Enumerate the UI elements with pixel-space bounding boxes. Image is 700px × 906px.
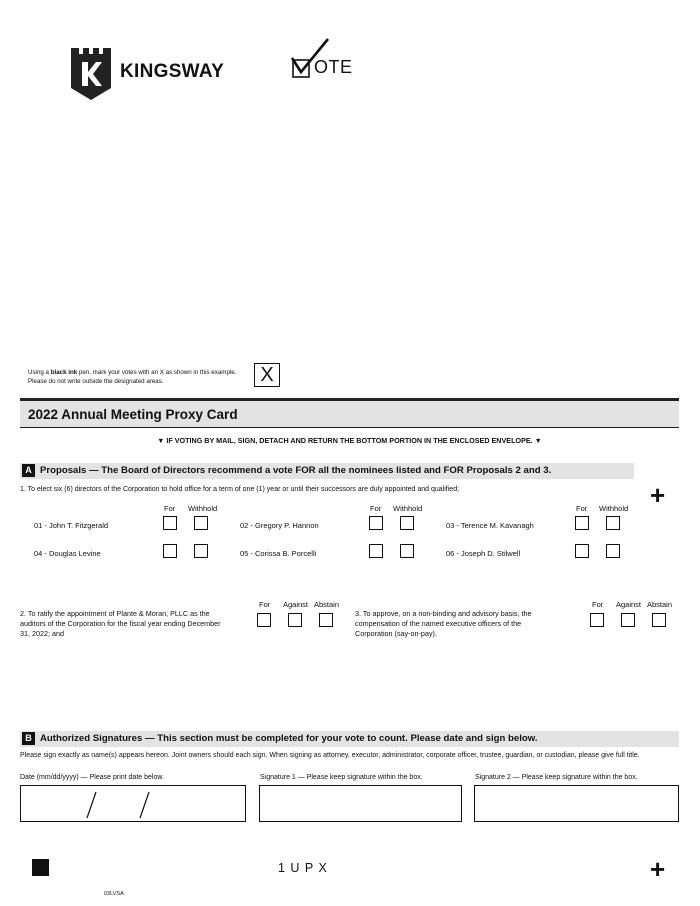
p3-col-for: For bbox=[592, 600, 604, 609]
nominee-05: 05 - Corissa B. Porcelli bbox=[240, 549, 317, 558]
proposal-3-for-checkbox[interactable] bbox=[590, 613, 604, 627]
nominee-01-withhold-checkbox[interactable] bbox=[194, 516, 208, 530]
p2-col-against: Against bbox=[283, 600, 309, 609]
proposal-3-against-checkbox[interactable] bbox=[621, 613, 635, 627]
section-a-title: Proposals — The Board of Directors recommend a vote FOR all the nominees listed and FOR Proposals 2 and 3. bbox=[40, 465, 552, 476]
detach-notice: ▼ IF VOTING BY MAIL, SIGN, DETACH AND RETURN THE BOTTOM PORTION IN THE ENCLOSED ENVELOPE. ▼ bbox=[157, 436, 542, 445]
proposal-2-text: 2. To ratify the appointment of Plante & Moran, PLLC as the auditors of the Corporation for the fiscal year ending December 31, 2022; and bbox=[20, 609, 221, 638]
col-withhold-3: Withhold bbox=[599, 504, 629, 513]
proposal-2-for-checkbox[interactable] bbox=[257, 613, 271, 627]
nominee-06: 06 - Joseph D. Stilwell bbox=[446, 549, 521, 558]
nominee-06-for-checkbox[interactable] bbox=[575, 544, 589, 558]
col-for-3: For bbox=[576, 504, 588, 513]
nominee-05-withhold-checkbox[interactable] bbox=[400, 544, 414, 558]
p3-col-against: Against bbox=[616, 600, 642, 609]
col-withhold-1: Withhold bbox=[188, 504, 218, 513]
nominee-02-withhold-checkbox[interactable] bbox=[400, 516, 414, 530]
section-a-badge: A bbox=[22, 464, 35, 477]
nominee-04-for-checkbox[interactable] bbox=[163, 544, 177, 558]
signature-2-box[interactable] bbox=[474, 785, 679, 822]
date-label: Date (mm/dd/yyyy) — Please print date below. bbox=[20, 774, 164, 781]
proposal-3-abstain-checkbox[interactable] bbox=[652, 613, 666, 627]
signature-1-box[interactable] bbox=[259, 785, 462, 822]
col-for-1: For bbox=[164, 504, 176, 513]
proposal-2-abstain-checkbox[interactable] bbox=[319, 613, 333, 627]
nominee-02: 02 - Gregory P. Hannon bbox=[240, 521, 319, 530]
nominee-04-withhold-checkbox[interactable] bbox=[194, 544, 208, 558]
nominee-06-withhold-checkbox[interactable] bbox=[606, 544, 620, 558]
down-triangle-icon: ▼ bbox=[532, 436, 542, 445]
example-mark: X bbox=[260, 364, 274, 386]
p2-col-for: For bbox=[259, 600, 271, 609]
proposal-2-against-checkbox[interactable] bbox=[288, 613, 302, 627]
castle-k-icon bbox=[71, 48, 111, 100]
date-slash-icons bbox=[21, 786, 247, 823]
vote-word: OTE bbox=[314, 57, 353, 77]
example-mark-box bbox=[254, 363, 280, 387]
proposal-3-text: 3. To approve, on a non-binding and advisory basis, the compensation of the named executive officers of the Corporation (say-on-pay). bbox=[355, 609, 532, 638]
nominee-03-withhold-checkbox[interactable] bbox=[606, 516, 620, 530]
col-for-2: For bbox=[370, 504, 382, 513]
signature-2-label: Signature 2 — Please keep signature within the box. bbox=[475, 774, 638, 781]
registration-plus-icon: + bbox=[650, 480, 666, 510]
section-b-title: Authorized Signatures — This section must be completed for your vote to count. Please date and sign below. bbox=[40, 733, 538, 744]
registration-plus-icon-bottom: + bbox=[650, 854, 666, 884]
card-title: 2022 Annual Meeting Proxy Card bbox=[28, 407, 238, 422]
col-withhold-2: Withhold bbox=[393, 504, 423, 513]
p3-col-abstain: Abstain bbox=[647, 600, 673, 609]
registration-square bbox=[32, 859, 49, 876]
nominee-04: 04 - Douglas Levine bbox=[34, 549, 101, 558]
nominee-03: 03 - Terence M. Kavanagh bbox=[446, 521, 534, 530]
down-triangle-icon: ▼ bbox=[157, 436, 167, 445]
signature-1-label: Signature 1 — Please keep signature within the box. bbox=[260, 774, 423, 781]
instructions-line2: Please do not write outside the designated areas. bbox=[28, 378, 164, 385]
card-title-bar bbox=[20, 398, 679, 428]
nominee-03-for-checkbox[interactable] bbox=[575, 516, 589, 530]
date-input-box[interactable] bbox=[20, 785, 246, 822]
signature-instructions: Please sign exactly as name(s) appears hereon. Joint owners should each sign. When signing as attorney, executor, administrator, corporate officer, trustee, guardian, or custodian, please give full title. bbox=[20, 752, 640, 759]
footer-small-code: 03LVSA bbox=[104, 891, 124, 897]
instructions-line1: Using a black ink pen, mark your votes with an X as shown in this example. bbox=[28, 369, 237, 376]
proposal-1-text: 1. To elect six (6) directors of the Corporation to hold office for a term of one (1) year or until their successors are duly appointed and qualified; bbox=[20, 486, 460, 493]
nominee-01: 01 - John T. Fitzgerald bbox=[34, 521, 109, 530]
section-b-header bbox=[20, 731, 679, 747]
section-a-header bbox=[20, 463, 634, 479]
nominee-02-for-checkbox[interactable] bbox=[369, 516, 383, 530]
vote-logo bbox=[290, 38, 360, 82]
brand-name: KINGSWAY bbox=[120, 61, 225, 82]
nominee-01-for-checkbox[interactable] bbox=[163, 516, 177, 530]
nominee-05-for-checkbox[interactable] bbox=[369, 544, 383, 558]
mark-instructions bbox=[28, 368, 258, 386]
section-b-badge: B bbox=[22, 732, 35, 745]
p2-col-abstain: Abstain bbox=[314, 600, 340, 609]
footer-code: 1 U P X bbox=[278, 861, 328, 875]
